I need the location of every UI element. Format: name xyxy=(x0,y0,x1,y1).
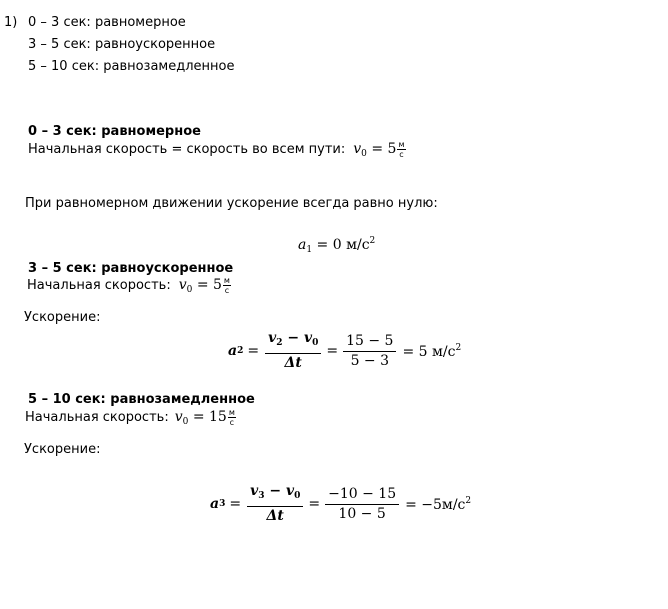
section1-statement: При равномерном движении ускорение всегда равно нулю: xyxy=(25,196,438,211)
a-symbol: a xyxy=(228,343,238,359)
list-number: 1) xyxy=(4,15,18,30)
v-subscript: 0 xyxy=(312,338,319,348)
a-subscript: 3 xyxy=(219,499,226,509)
v-subscript: 2 xyxy=(276,338,283,348)
v-subscript: 0 xyxy=(186,284,193,295)
section2-heading: 3 – 5 сек: равноускоренное xyxy=(28,261,234,276)
v-subscript: 0 xyxy=(182,416,189,427)
fraction-denominator: 10 − 5 xyxy=(338,505,386,522)
result xyxy=(402,343,461,360)
section2-initial-speed xyxy=(27,276,231,295)
section3-initial-speed xyxy=(25,408,236,427)
section3-accel-label: Ускорение: xyxy=(24,442,101,457)
section2-a2-formula xyxy=(228,330,461,372)
section3-speed-text: Начальная скорость: xyxy=(25,410,169,425)
section2-unit xyxy=(223,276,231,295)
unit-denominator: с xyxy=(229,418,235,427)
result xyxy=(405,496,471,513)
v-value: = 15 xyxy=(192,408,227,425)
equals-sign: = xyxy=(326,343,339,359)
v-symbol: v xyxy=(174,408,183,425)
unit-denominator: с xyxy=(399,150,404,159)
v-symbol: v xyxy=(178,276,187,293)
a-subscript: 2 xyxy=(237,346,244,356)
v-value: = 5 xyxy=(196,276,222,293)
a-symbol: a xyxy=(210,496,220,512)
section1-a1-formula xyxy=(298,236,375,255)
fraction-dv-dt xyxy=(265,330,321,372)
result-value: = 5 м/с xyxy=(402,343,456,360)
section2-v0-formula xyxy=(179,277,222,295)
section1-speed-text: Начальная скорость = скорость во всем пути: xyxy=(28,142,346,157)
section1-heading: 0 – 3 сек: равномерное xyxy=(28,124,201,139)
a-subscript: 1 xyxy=(306,245,313,255)
unit-exponent: 2 xyxy=(455,342,462,353)
unit-exponent: 2 xyxy=(465,495,472,506)
fraction-numeric xyxy=(325,486,399,523)
fraction-denominator: 5 − 3 xyxy=(350,352,390,369)
fraction-numerator: 15 − 5 xyxy=(343,333,396,352)
list-item-1: 0 – 3 сек: равномерное xyxy=(28,15,186,30)
v-subscript: 0 xyxy=(361,148,367,159)
v-symbol: v xyxy=(268,330,277,346)
section2-speed-text: Начальная скорость: xyxy=(27,278,171,293)
fraction-dv-dt xyxy=(247,483,303,525)
result-value: = −5м/с xyxy=(405,496,466,513)
v-subscript: 0 xyxy=(294,491,301,501)
section1-v0-formula xyxy=(353,141,396,159)
equals-sign: = xyxy=(247,343,260,359)
section3-unit xyxy=(228,408,236,427)
unit-denominator: с xyxy=(224,286,230,295)
section2-accel-label: Ускорение: xyxy=(24,310,101,325)
equals-sign: = xyxy=(308,496,321,512)
fraction-denominator: Δt xyxy=(284,355,302,371)
section3-v0-formula xyxy=(175,409,227,427)
unit-numerator: м xyxy=(223,276,230,285)
v-symbol: − v xyxy=(264,483,295,499)
list-item-2: 3 – 5 сек: равноускоренное xyxy=(28,37,216,52)
fraction-denominator: Δt xyxy=(266,508,284,524)
section3-a3-formula xyxy=(210,483,471,525)
unit-exponent: 2 xyxy=(369,236,376,246)
section3-heading: 5 – 10 сек: равнозамедленное xyxy=(28,392,255,407)
v-symbol: v xyxy=(250,483,259,499)
fraction-numeric xyxy=(343,333,396,370)
section1-initial-speed xyxy=(28,140,406,159)
section1-unit xyxy=(397,140,405,159)
fraction-numerator: −10 − 15 xyxy=(325,486,399,505)
a-symbol: a xyxy=(298,237,307,253)
equals-sign: = xyxy=(229,496,242,512)
fraction-numerator xyxy=(247,483,303,507)
v-symbol: v xyxy=(353,140,362,157)
unit-numerator: м xyxy=(228,408,235,417)
v-value: = 5 xyxy=(371,140,397,157)
list-item-3: 5 – 10 сек: равнозамедленное xyxy=(28,59,235,74)
unit-numerator: м xyxy=(398,140,405,149)
a-value: = 0 м/с xyxy=(316,237,370,253)
v-subscript: 3 xyxy=(258,491,265,501)
fraction-numerator xyxy=(265,330,321,354)
v-symbol: − v xyxy=(282,330,313,346)
